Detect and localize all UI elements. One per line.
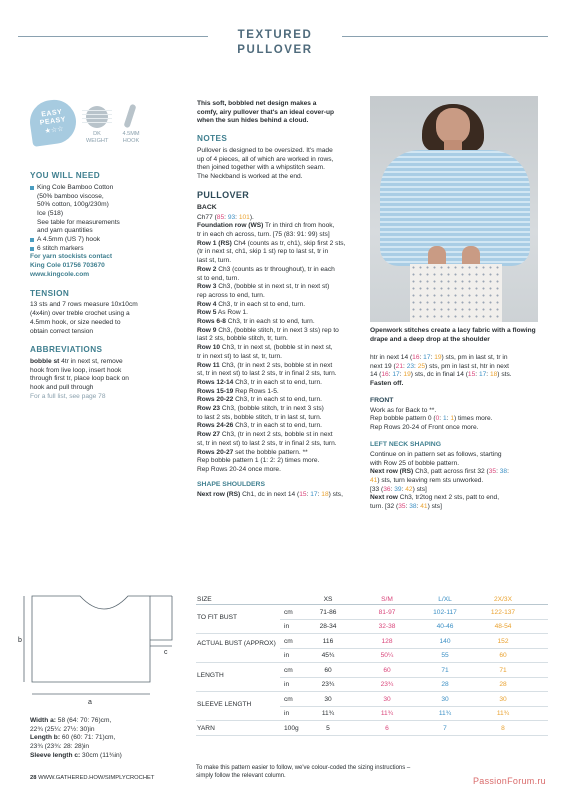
shape-shoulders-heading: SHAPE SHOULDERS [197, 480, 265, 488]
badge-text-1: EASY [40, 108, 63, 119]
table-unit: cm [284, 608, 293, 616]
tension-line: 13 sts and 7 rows measure 10x10cm [30, 301, 138, 309]
pattern-row: Rows 24-26 Ch3, tr in each st to end, turn. [197, 422, 322, 430]
pattern-row: Rep Rows 20-24 once more. [197, 465, 281, 473]
table-cell: 30 [383, 695, 391, 703]
table-row [196, 721, 548, 736]
back-heading: BACK [197, 203, 217, 211]
pattern-row: Rows 12-14 Ch3, tr in each st to end, turn. [197, 378, 322, 386]
page-number: 28 [30, 775, 37, 781]
tension-heading: TENSION [30, 288, 70, 298]
intro-line: when the sun hides behind a cloud. [197, 117, 309, 125]
table-subrow [280, 706, 548, 721]
header-rule-left [18, 36, 208, 37]
table-row [196, 663, 548, 692]
front-heading: FRONT [370, 396, 394, 404]
table-cell: 11¾ [380, 710, 394, 717]
table-subrow [280, 648, 548, 663]
table-header-2x3x: 2X/3X [494, 595, 512, 603]
table-header-size: SIZE [197, 595, 212, 603]
table-cell: 23¾ [321, 681, 335, 688]
schematic-diagram [18, 590, 182, 710]
pullover-heading: PULLOVER [197, 189, 250, 200]
abbreviations-heading: ABBREVIATIONS [30, 345, 103, 355]
pattern-row: Row 11 Ch3, (tr in next 2 sts, bobble st in next [197, 361, 333, 369]
table-header-xs: XS [323, 595, 333, 603]
table-cell: 81-97 [378, 608, 396, 616]
body-outline [32, 596, 172, 682]
right-column [370, 354, 548, 512]
table-row-label: ACTUAL BUST (APPROX) [197, 640, 276, 647]
hook-size-label: 4.5MM HOOK [122, 131, 140, 144]
abbrev-term: bobble st [30, 358, 60, 366]
table-cell: 23¾ [380, 681, 394, 688]
table-header-lxl: L/XL [438, 595, 452, 603]
table-cell: 7 [443, 724, 447, 732]
yarn-weight-label: DK WEIGHT [86, 131, 109, 144]
crochet-hook-icon [123, 104, 136, 129]
table-row [196, 605, 548, 634]
table-cell: 45¾ [321, 652, 335, 659]
badge-text-2: PEASY [39, 116, 67, 127]
tension-line: (4x4in) over treble crochet using a [30, 310, 130, 318]
table-unit: in [284, 710, 290, 717]
stockists-line-2: King Cole 01756 703670 [30, 262, 105, 270]
pattern-row: Row 3 Ch3, (bobble st in next st, tr in next st) [197, 283, 330, 291]
abbrev-line: hook from live loop, insert hook [30, 366, 122, 374]
notes-line: then joined together with a whipstitch seam. [197, 164, 325, 172]
pattern-row: st, tr in next st) to last 2 sts, tr in final 2 sts, turn. [197, 439, 337, 447]
table-row-label: SLEEVE LENGTH [197, 701, 252, 708]
sleeve-measurement: Sleeve length c: 30cm (11¾in) [30, 751, 122, 759]
table-cell: 11¾ [321, 710, 335, 717]
page-header [0, 28, 566, 57]
table-cell: 8 [501, 724, 505, 732]
table-subrow [280, 619, 548, 634]
table-row-label: YARN [197, 724, 215, 732]
abbrev-line: bobble st 4tr in next st, remove [30, 358, 123, 366]
middle-column [197, 100, 363, 499]
table-cell: 140 [439, 637, 451, 645]
pattern-row: tr in next st) to last st, tr, turn. [197, 352, 283, 360]
table-header-sm: S/M [381, 595, 393, 603]
table-cell: 32-38 [378, 623, 396, 630]
table-cell: 48-54 [494, 623, 512, 630]
page-footer [30, 775, 154, 783]
pattern-row: Row 10 Ch3, tr in next st, (bobble st in next st, [197, 344, 333, 352]
yarn-item: King Cole Bamboo Cotton (50% bamboo viscose, 50% cotton, 100g/230m) Ice (518) See table for measurements and yarn quantities [30, 184, 180, 236]
notes-line: up of 4 pieces, all of which are worked in rows, [197, 155, 334, 163]
neck-sts-count: [33 (36: 39: 42) sts] [370, 485, 427, 493]
table-cell: 60 [324, 666, 332, 674]
pattern-row: Foundation row (WS) Tr in third ch from hook, [197, 222, 335, 230]
pattern-row: Row 5 As Row 1. [197, 309, 248, 317]
pullover-image [380, 150, 530, 266]
pattern-row: last 2 sts, bobble stitch, tr, turn. [197, 335, 288, 343]
neck-line: Continue on in pattern set as follows, starting [370, 450, 502, 458]
table-cell: 71-86 [319, 608, 337, 616]
table-unit: cm [284, 695, 293, 703]
pattern-row: Row 27 Ch3, (tr in next 2 sts, bobble st in next [197, 431, 333, 439]
measurements [30, 717, 180, 761]
table-unit: 100g [284, 724, 299, 732]
cont-line: htr in next 14 (16: 17: 19) sts, pm in last st, tr in [370, 354, 508, 361]
table-cell: 71 [499, 666, 507, 674]
pattern-row: Rep bobble pattern 1 (1: 2: 2) times more. [197, 457, 320, 465]
table-cell: 55 [441, 652, 449, 659]
neck-next-row: Next row (RS) Ch3, patt across first 32 (35: 38: [370, 468, 509, 476]
tension-line: 4.5mm hook, or size needed to [30, 318, 121, 326]
table-row-label: TO FIT BUST [197, 614, 238, 621]
ch77-line: Ch77 (85: 93: 101). [197, 213, 254, 221]
table-cell: 40-46 [436, 623, 454, 630]
pattern-row: last st, turn. [197, 257, 232, 265]
table-cell: 128 [381, 637, 393, 645]
table-unit: in [284, 652, 290, 659]
intro-line: comfy, airy pullover that's an ideal cover-up [197, 108, 335, 116]
pattern-row: Row 1 (RS) Ch4 (counts as tr, ch1), skip first 2 sts, [197, 239, 346, 247]
table-unit: cm [284, 637, 293, 645]
table-cell: 102-117 [433, 608, 457, 616]
watermark: PassionForum.ru [472, 776, 546, 786]
pattern-row: (tr in next st, ch1, skip 1 st) rep to last st, tr in [197, 248, 329, 256]
badge-stars: ★☆☆ [44, 125, 64, 136]
footer-url[interactable]: WWW.GATHERED.HOW/SIMPLYCROCHET [36, 775, 155, 781]
pattern-rows [197, 222, 363, 474]
stockists-line-1: For yarn stockists contact [30, 253, 113, 261]
table-subrow [280, 677, 548, 692]
table-cell: 30 [324, 695, 332, 703]
size-table [196, 592, 548, 736]
table-cell: 28 [441, 681, 449, 688]
you-will-need-heading: YOU WILL NEED [30, 171, 101, 180]
intro-line: This soft, bobbled net design makes a [197, 100, 317, 107]
model-photo [370, 96, 538, 322]
pattern-row: Rows 6-8 Ch3, tr in each st to end, turn. [197, 318, 315, 326]
easy-peasy-badge-icon [27, 97, 79, 147]
front-line: Work as for Back to **. [370, 406, 437, 414]
pattern-row: Row 23 Ch3, (bobble stitch, tr in next 3 sts) [197, 405, 324, 413]
stockists-link[interactable]: www.kingcole.com [30, 270, 90, 278]
table-cell: 60 [383, 666, 391, 674]
shoulder-next-row: Next row (RS) Ch1, dc in next 14 (15: 17: 18) sts, [197, 490, 343, 498]
photo-caption: Openwork stitches create a lacy fabric with a flowing drape and a deep drop at the shoulder [370, 327, 536, 343]
pattern-row: Rows 20-22 Ch3, tr in each st to end, turn. [197, 396, 322, 404]
page-title: TEXTURED PULLOVER [237, 29, 313, 57]
pattern-row: rep across to end, turn. [197, 291, 265, 299]
table-cell: 60 [499, 652, 507, 659]
length-measurement-in: 23¾ (23¾: 28: 28)in [30, 743, 90, 751]
abbrev-more-link[interactable]: For a full list, see page 78 [30, 392, 106, 400]
table-cell: 116 [322, 637, 334, 645]
hook-item: A 4.5mm (US 7) hook [30, 236, 180, 245]
table-row-label: LENGTH [197, 672, 224, 679]
table-cell: 152 [497, 637, 509, 645]
table-body [196, 605, 548, 736]
pattern-row: Row 9 Ch3, (bobble stitch, tr in next 3 sts) rep to [197, 326, 339, 334]
yarn-ball-icon [86, 106, 108, 128]
notes-heading: NOTES [197, 134, 228, 144]
left-neck-heading: LEFT NECK SHAPING [370, 440, 441, 448]
table-cell: 28-34 [319, 623, 337, 630]
notes-line: Pullover is designed to be oversized. It's made [197, 146, 333, 154]
pattern-row: Row 4 Ch3, tr in each st to end, turn. [197, 300, 306, 308]
table-cell: 30 [499, 695, 507, 703]
abbrev-line: through first tr, place loop back on [30, 375, 129, 383]
table-cell: 5 [326, 724, 330, 732]
table-cell: 71 [441, 666, 449, 674]
pattern-row: to last 2 sts, bobble stitch, tr in last st, turn. [197, 413, 322, 421]
width-measurement-in: 22¾ (25¼: 27½: 30)in [30, 725, 95, 733]
table-row [196, 634, 548, 663]
pattern-row: Rows 15-19 Rep Rows 1-5. [197, 387, 279, 395]
notes-line: The Neckband is worked at the end. [197, 173, 303, 181]
table-unit: in [284, 623, 290, 630]
table-cell: 28 [499, 681, 507, 688]
table-cell: 11¾ [496, 710, 510, 717]
diagram-label-b: b [18, 637, 22, 644]
neck-next-row-4: turn. [32 (35: 38: 41) sts] [370, 503, 442, 511]
pattern-row: st, tr in next st) to last 2 sts, tr in final 2 sts, turn. [197, 370, 337, 378]
front-line: Rep Rows 20-24 of Front once more. [370, 424, 479, 432]
neck-next-row-2: 41) sts, turn leaving rem sts unworked. [370, 476, 484, 484]
table-cell: 50¼ [380, 652, 394, 659]
difficulty-icons [30, 100, 160, 152]
table-note: To make this pattern easier to follow, we've colour-coded the sizing instructions – simply follow the relevant column. [196, 765, 411, 779]
table-cell: 122-137 [490, 608, 516, 616]
diagram-label-a: a [88, 699, 92, 706]
pattern-row: Row 2 Ch3 (counts as tr throughout), tr in each [197, 265, 335, 273]
diagram-label-c: c [164, 649, 168, 656]
table-unit: in [284, 681, 290, 688]
pattern-row: tr in each ch across, turn. [75 (83: 91: 99) sts] [197, 231, 330, 238]
tension-line: obtain correct tension [30, 327, 94, 335]
table-cell: 6 [385, 724, 389, 732]
neck-next-row-3: Next row Ch3, tr2tog next 2 sts, patt to end, [370, 494, 500, 502]
front-line: Rep bobble pattern 0 (0: 1: 1) times more. [370, 415, 493, 423]
table-header-row [196, 592, 548, 605]
width-measurement: Width a: 58 (64: 70: 76)cm, [30, 717, 112, 724]
left-column [30, 164, 180, 402]
cont-line: next 19 (21: 23: 25) sts, pm in last st, htr in next [370, 362, 509, 370]
markers-item: 6 stitch markers [30, 245, 180, 254]
header-rule-right [342, 36, 548, 37]
length-measurement: Length b: 60 (60: 71: 71)cm, [30, 734, 116, 742]
neck-line: with Row 25 of bobble pattern. [370, 459, 460, 467]
table-cell: 11¾ [438, 710, 452, 717]
pattern-row: st to end, turn. [197, 274, 240, 282]
table-row [196, 692, 548, 721]
abbrev-line: hook and pull through [30, 384, 94, 392]
cont-line: 14 (16: 17: 19) sts, dc in final 14 (15: 17: 18) sts. [370, 371, 512, 379]
table-cell: 30 [441, 695, 449, 703]
fasten-off: Fasten off. [370, 380, 404, 388]
table-unit: cm [284, 666, 293, 674]
pattern-row: Rows 20-27 set the bobble pattern. ** [197, 448, 308, 456]
